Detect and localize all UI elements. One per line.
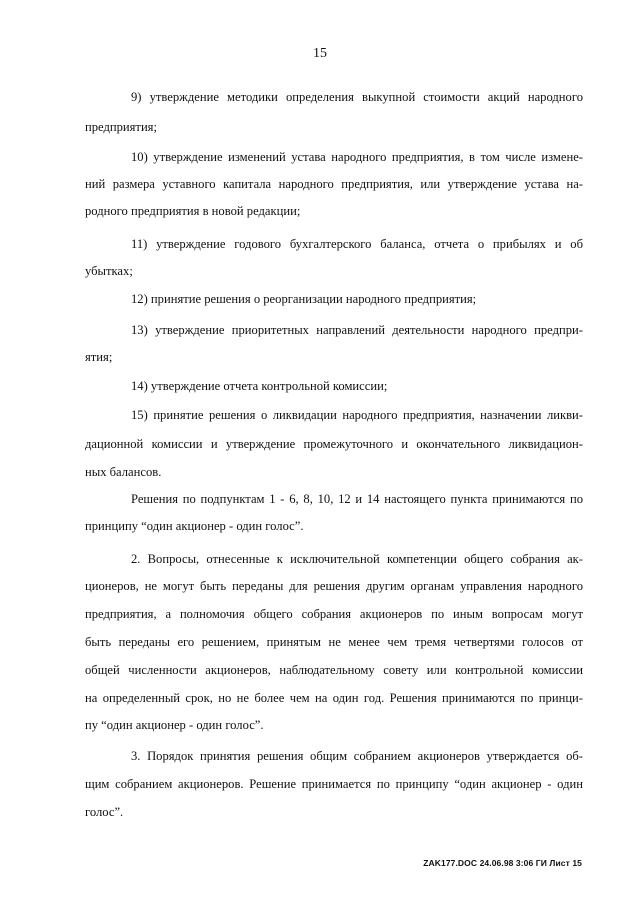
text-line-content: Решения по подпунктам 1 - 6, 8, 10, 12 и 14 настоящего пункта принимаются по xyxy=(131,492,583,506)
text-line-content: 11) утверждение годового бухгалтерского баланса, отчета о прибылях и об xyxy=(131,237,583,251)
text-line-content: 9) утверждение методики определения выкупной стоимости акций народного xyxy=(131,90,583,104)
text-line-content: 10) утверждение изменений устава народного предприятия, в том числе измене- xyxy=(131,150,583,164)
text-line-content: ятия; xyxy=(85,350,113,364)
text-line-content: ционеров, не могут быть переданы для решения другим органам управления народного xyxy=(85,579,583,593)
text-line-content: родного предприятия в новой редакции; xyxy=(85,204,301,218)
text-line-content: ний размера уставного капитала народного предприятия, или утверждение устава на- xyxy=(85,177,583,191)
text-line-content: быть переданы его решением, принятым не менее чем тремя четвертями голосов от xyxy=(85,635,583,649)
text-line-content: принципу “один акционер - один голос”. xyxy=(85,519,304,533)
text-line-content: 12) принятие решения о реорганизации народного предприятия; xyxy=(131,292,477,306)
text-line-content: 13) утверждение приоритетных направлений деятельности народного предпри- xyxy=(131,323,583,337)
text-line-content: щим собранием акционеров. Решение принимается по принципу “один акционер - один xyxy=(85,777,583,791)
text-line-content: пу “один акционер - один голос”. xyxy=(85,718,264,732)
text-line-content: предприятия, а полномочия общего собрания акционеров по иным вопросам могут xyxy=(85,607,583,621)
text-line-content: голос”. xyxy=(85,805,124,819)
text-line-content: на определенный срок, но не более чем на один год. Решения принимаются по принци- xyxy=(85,691,583,705)
text-line-content: убытках; xyxy=(85,264,133,278)
document-footer: ZAK177.DOC 24.06.98 3:06 ГИ Лист 15 xyxy=(423,858,582,868)
text-line-content: 14) утверждение отчета контрольной комиссии; xyxy=(131,379,388,393)
text-line-content: 3. Порядок принятия решения общим собранием акционеров утверждается об- xyxy=(131,749,583,763)
text-line-content: дационной комиссии и утверждение промежуточного и окончательного ликвидацион- xyxy=(85,437,583,451)
text-line-content: ных балансов. xyxy=(85,465,162,479)
text-line-content: 2. Вопросы, отнесенные к исключительной компетенции общего собрания ак- xyxy=(131,552,583,566)
text-line-content: общей численности акционеров, наблюдательному совету или контрольной комиссии xyxy=(85,663,583,677)
page-number: 15 xyxy=(313,46,327,61)
text-line-content: 15) принятие решения о ликвидации народного предприятия, назначении ликви- xyxy=(131,408,583,422)
text-line-content: предприятия; xyxy=(85,120,157,134)
